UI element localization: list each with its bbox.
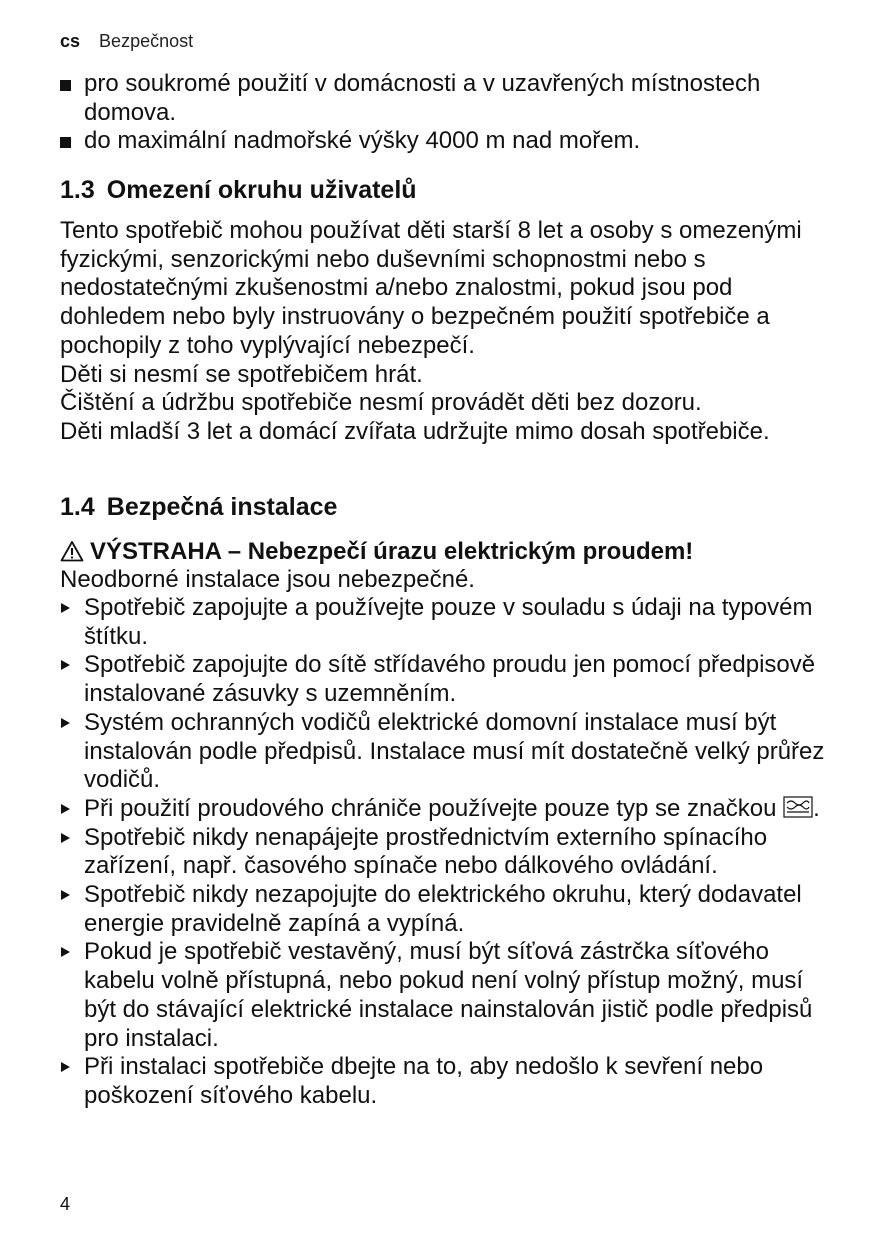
- section-heading-1-4: [60, 492, 337, 522]
- paragraph: Děti si nesmí se spotřebičem hrát.: [60, 360, 423, 388]
- warning-title-text: VÝSTRAHA – Nebezpečí úrazu elektrickým proudem!: [90, 538, 694, 565]
- list-item: [60, 127, 825, 156]
- list-item-text: Při instalaci spotřebiče dbejte na to, aby nedošlo k sevření nebo poškození síťového kabelu.: [84, 1053, 764, 1109]
- paragraph: Děti mladší 3 let a domácí zvířata udržujte mimo dosah spotřebiče.: [60, 417, 770, 445]
- list-item-text: Spotřebič zapojujte a používejte pouze v souladu s údaji na typovém štítku.: [84, 594, 813, 650]
- list-item-text: pro soukromé použití v domácnosti a v uzavřených místnostech domova.: [84, 70, 761, 126]
- warning-triangle-icon: [60, 540, 84, 562]
- square-bullet-icon: [60, 137, 71, 148]
- language-code: cs: [60, 31, 81, 51]
- list-item: [60, 1053, 825, 1110]
- warning-heading: [60, 538, 693, 567]
- arrow-bullet-icon: [61, 804, 70, 814]
- installation-instructions-list: [60, 594, 825, 1111]
- arrow-bullet-icon: [61, 660, 70, 670]
- arrow-bullet-icon: [61, 890, 70, 900]
- section-number: 1.3: [60, 176, 95, 204]
- arrow-bullet-icon: [61, 947, 70, 957]
- intro-list: [60, 70, 825, 156]
- page-number: 4: [60, 1194, 71, 1214]
- list-item-text: do maximální nadmořské výšky 4000 m nad mořem.: [84, 127, 641, 155]
- list-item: [60, 709, 825, 795]
- list-item-text: Při použití proudového chrániče používejte pouze typ se značkou: [84, 794, 777, 822]
- warning-intro: Neodborné instalace jsou nebezpečné.: [60, 566, 475, 593]
- list-item: Při použití proudového chrániče používejte pouze typ se značkou .: [60, 795, 825, 824]
- list-item: [60, 594, 825, 651]
- list-item-text: Systém ochranných vodičů elektrické domovní instalace musí být instalován podle předpisů. Instalace musí mít dostatečně velký průřez vodičů.: [84, 708, 825, 794]
- list-item: [60, 70, 825, 127]
- header-section-title: Bezpečnost: [99, 31, 194, 51]
- arrow-bullet-icon: [61, 833, 70, 843]
- section-title: Bezpečná instalace: [106, 493, 338, 521]
- section-number: 1.4: [60, 493, 95, 521]
- list-item-text: Spotřebič zapojujte do sítě střídavého proudu jen pomocí předpisově instalované zásuvky s uzemněním.: [84, 651, 816, 708]
- arrow-bullet-icon: [61, 718, 70, 728]
- list-item: [60, 651, 825, 708]
- list-item: [60, 824, 825, 881]
- arrow-bullet-icon: [61, 603, 70, 613]
- section-heading-1-3: [60, 175, 417, 205]
- list-item-text: Pokud je spotřebič vestavěný, musí být síťová zástrčka síťového kabelu volně přístupná, nebo pokud není volný přístup možný, musí být do stávající elektrické instalace nainstalován jistič podle předpisů pro instalaci.: [84, 938, 813, 1052]
- section-title: Omezení okruhu uživatelů: [106, 176, 417, 204]
- square-bullet-icon: [60, 80, 71, 91]
- arrow-bullet-icon: [61, 1062, 70, 1072]
- list-item-text: Spotřebič nikdy nezapojujte do elektrického okruhu, který dodavatel energie pravidelně zapíná a vypíná.: [84, 881, 802, 937]
- page-header: [60, 30, 193, 52]
- list-item: [60, 938, 825, 1053]
- rcd-type-symbol-icon: [783, 796, 813, 818]
- list-item-text: Spotřebič nikdy nenapájejte prostřednictvím externího spínacího zařízení, např. časového spínače nebo dálkového ovládání.: [84, 823, 768, 880]
- paragraph: Čištění a údržbu spotřebiče nesmí provádět děti bez dozoru.: [60, 389, 702, 417]
- section-1-3-body: [60, 217, 825, 447]
- list-item: [60, 881, 825, 938]
- paragraph: Tento spotřebič mohou používat děti starší 8 let a osoby s omezenými fyzickými, senzorickými nebo duševními schopnostmi nebo s nedostatečnými zkušenostmi a/nebo znalostmi, pokud jsou pod dohledem nebo byly instruovány o bezpečném použití spotřebiče a pochopily z toho vyplývající nebezpečí.: [60, 217, 802, 359]
